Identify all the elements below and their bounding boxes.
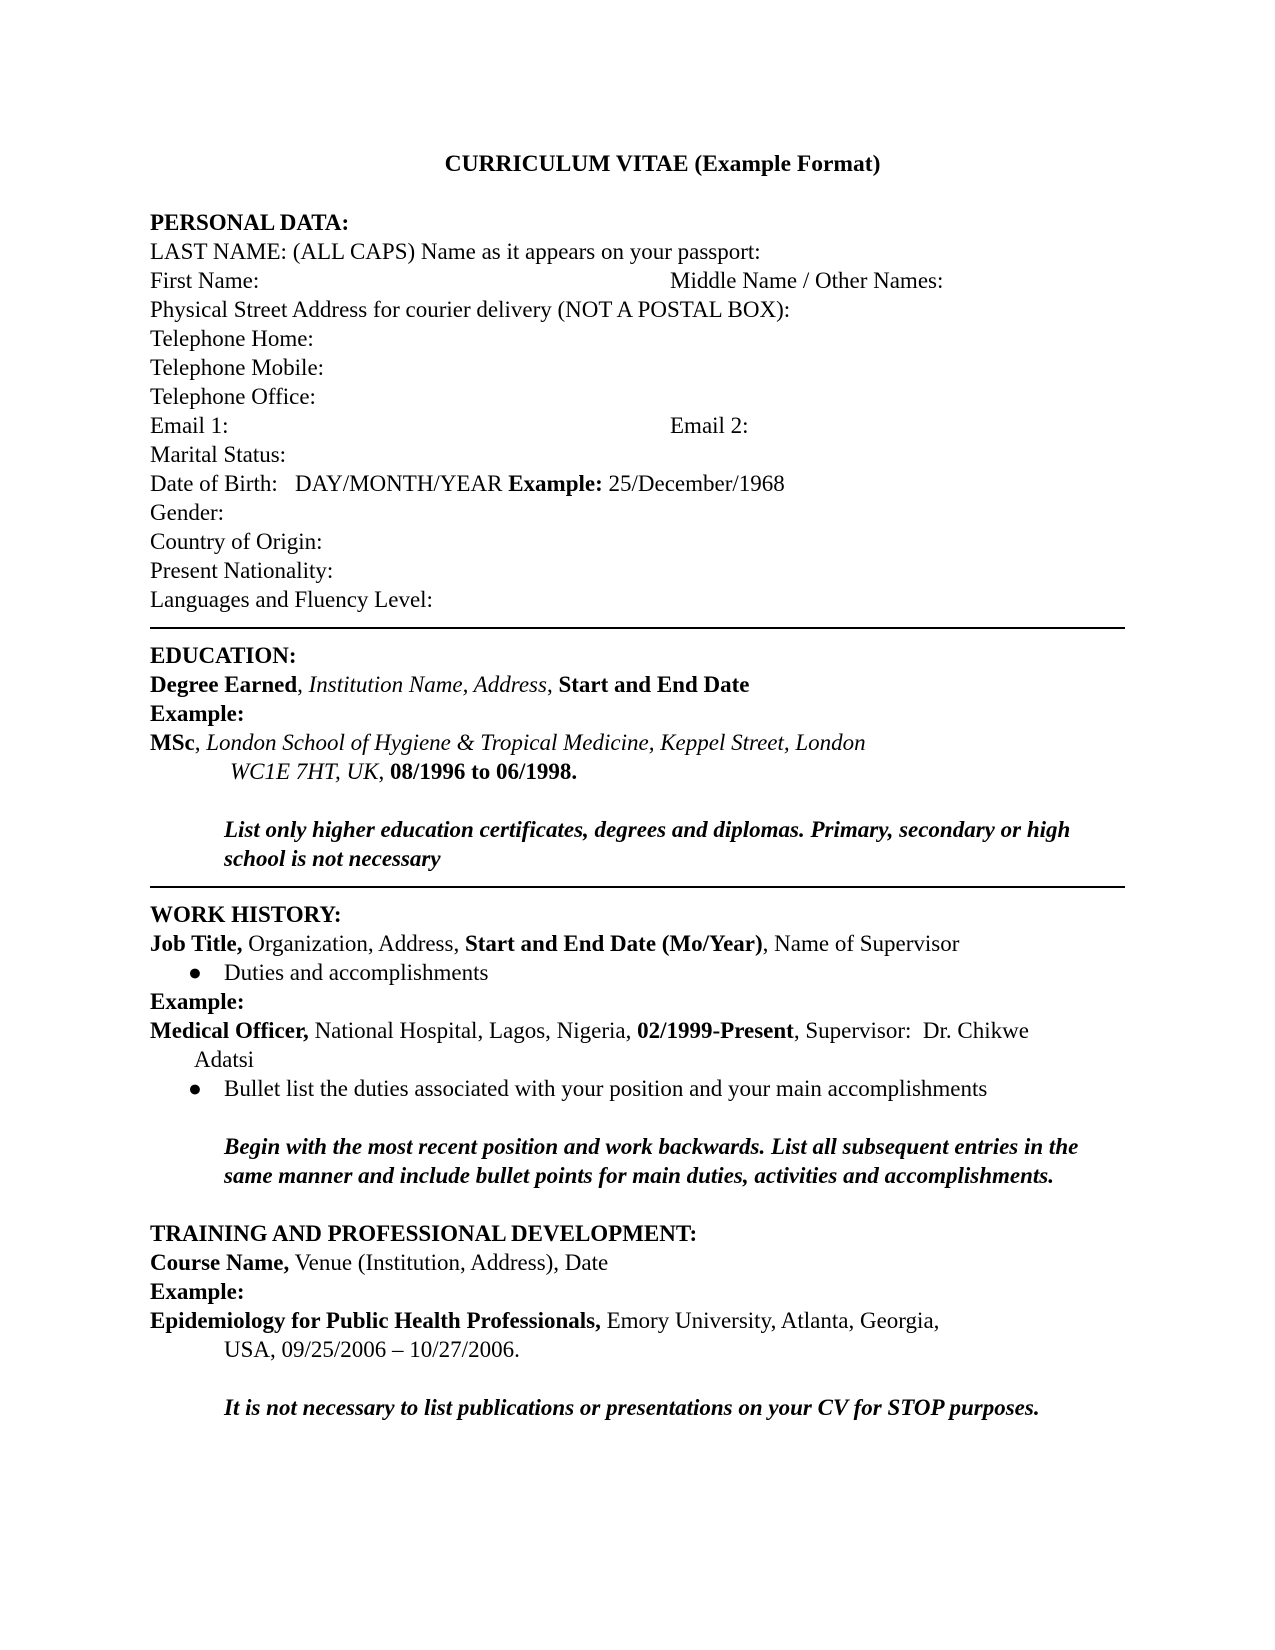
format-course-name: Course Name, [150,1250,290,1275]
dob-example: 25/December/1968 [602,471,785,496]
work-example-label: Example: [150,989,245,1014]
format-dates: Start and End Date [558,672,750,697]
work-format [150,929,1125,958]
separator: , [194,730,207,755]
format-job-title: Job Title, [150,931,243,956]
address-field: Physical Street Address for courier delivery (NOT A POSTAL BOX): [150,297,791,322]
section-divider [150,886,1125,888]
work-note [150,1132,1125,1190]
cv-template [150,150,1125,1422]
telephone-mobile-field: Telephone Mobile: [150,355,325,380]
work-note-text: Begin with the most recent position and work backwards. List all subsequent entries in the same manner and include bullet points for main duties, activities and accomplishments. [224,1134,1079,1188]
education-heading: EDUCATION: [150,643,297,668]
example-job-title: Medical Officer, [150,1018,309,1043]
education-note [150,815,1125,873]
document-title: CURRICULUM VITAE (Example Format) [444,151,881,177]
training-note-text: It is not necessary to list publications or presentations on your CV for STOP purposes. [224,1395,1040,1420]
example-supervisor: , Supervisor: Dr. Chikwe [793,1018,1029,1043]
middle-name-field: Middle Name / Other Names: [670,268,944,293]
date-of-birth-field [150,469,1125,498]
separator: , [378,759,390,784]
languages-field: Languages and Fluency Level: [150,587,433,612]
dob-example-label: Example: [508,471,603,496]
country-of-origin-field: Country of Origin: [150,529,323,554]
education-example-line-2 [150,757,1125,786]
gender-field: Gender: [150,500,225,525]
education-example-line-1 [150,728,1125,757]
spacer [150,1190,1125,1219]
format-venue: Venue (Institution, Address), Date [289,1250,609,1275]
training-note [150,1393,1125,1422]
example-institution-cont: WC1E 7HT, UK [230,759,379,784]
training-format [150,1248,1125,1277]
training-example-line-1 [150,1306,1125,1335]
spacer [150,786,1125,815]
example-bullet [150,1074,1125,1103]
bullet-icon: ● [188,1076,202,1101]
format-bullet [150,958,1125,987]
example-dates: 02/1999-Present [637,1018,794,1043]
section-divider [150,627,1125,629]
format-organization: Organization, Address, [242,931,465,956]
name-row [150,266,1125,295]
format-bullet-text: Duties and accomplishments [224,960,489,985]
work-example-line-2: Adatsi [194,1047,255,1072]
nationality-field: Present Nationality: [150,558,334,583]
note-marker-icon [188,1393,224,1422]
training-heading: TRAINING AND PROFESSIONAL DEVELOPMENT: [150,1221,698,1246]
last-name-field: LAST NAME: (ALL CAPS) Name as it appears on your passport: [150,239,761,264]
spacer [150,179,1125,208]
format-degree: Degree Earned [150,672,298,697]
education-example-label: Example: [150,701,245,726]
education-note-text: List only higher education certificates, degrees and diplomas. Primary, secondary or high school is not necessary [224,817,1071,871]
personal-data-heading: PERSONAL DATA: [150,210,350,235]
example-organization: National Hospital, Lagos, Nigeria, [308,1018,638,1043]
spacer [150,1364,1125,1393]
email-1-field: Email 1: [150,413,229,438]
email-2-field: Email 2: [670,413,749,438]
spacer [150,1103,1125,1132]
note-marker-icon [188,1132,224,1190]
education-format [150,670,1125,699]
example-course-name: Epidemiology for Public Health Professionals, [150,1308,601,1333]
first-name-field: First Name: [150,268,260,293]
example-degree: MSc [150,730,195,755]
format-supervisor: , Name of Supervisor [762,931,960,956]
example-venue: Emory University, Atlanta, Georgia, [600,1308,940,1333]
note-marker-icon [188,815,224,873]
training-example-label: Example: [150,1279,245,1304]
telephone-office-field: Telephone Office: [150,384,316,409]
format-institution: Institution Name, Address [308,672,547,697]
example-institution: London School of Hygiene & Tropical Medicine, Keppel Street, London [206,730,866,755]
email-row [150,411,1125,440]
bullet-icon: ● [188,960,202,985]
training-example-line-2: USA, 09/25/2006 – 10/27/2006. [224,1337,520,1362]
marital-status-field: Marital Status: [150,442,287,467]
example-dates: 08/1996 to 06/1998. [389,759,578,784]
work-example-line-1 [150,1016,1125,1045]
format-dates: Start and End Date (Mo/Year) [464,931,763,956]
example-bullet-text: Bullet list the duties associated with your position and your main accomplishments [224,1076,988,1101]
work-history-heading: WORK HISTORY: [150,902,342,927]
dob-label: Date of Birth: DAY/MONTH/YEAR [150,471,509,496]
separator: , [297,672,309,697]
telephone-home-field: Telephone Home: [150,326,314,351]
separator: , [546,672,559,697]
